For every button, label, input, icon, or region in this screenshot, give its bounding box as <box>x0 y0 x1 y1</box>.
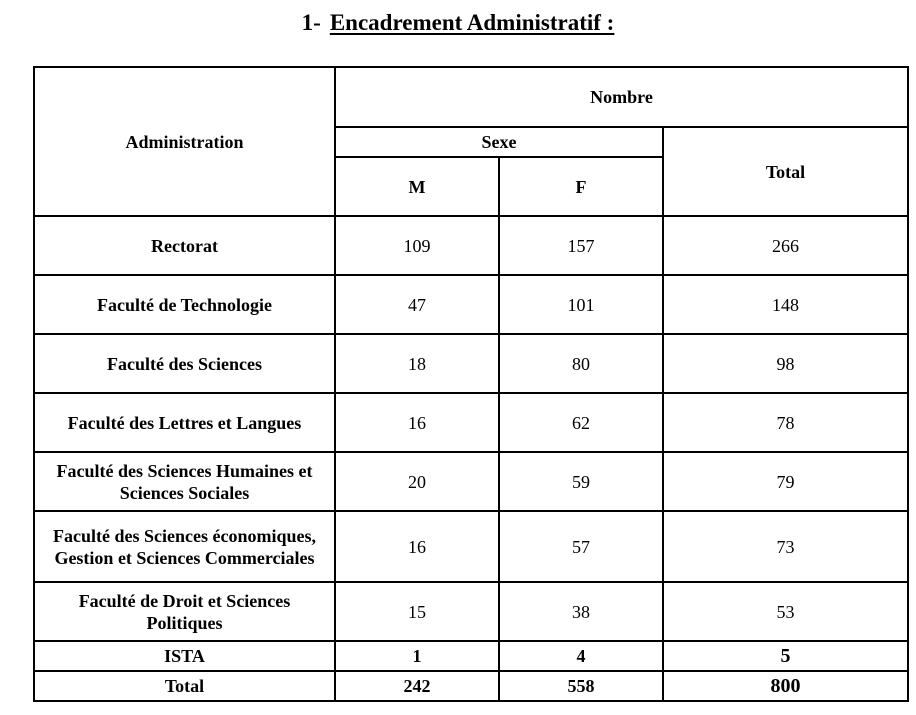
row-m: 47 <box>335 275 499 334</box>
table-row <box>34 275 908 334</box>
total-f: 558 <box>499 671 663 701</box>
total-m: 242 <box>335 671 499 701</box>
row-total: 53 <box>663 582 908 641</box>
row-f: 38 <box>499 582 663 641</box>
row-total: 79 <box>663 452 908 511</box>
total-total: 800 <box>663 671 908 701</box>
row-m: 20 <box>335 452 499 511</box>
table-row <box>34 511 908 582</box>
table-row <box>34 582 908 641</box>
row-m: 16 <box>335 511 499 582</box>
row-m: 109 <box>335 216 499 275</box>
row-f: 57 <box>499 511 663 582</box>
row-f: 59 <box>499 452 663 511</box>
row-f: 101 <box>499 275 663 334</box>
row-name: Faculté de Technologie <box>34 275 335 334</box>
row-m: 15 <box>335 582 499 641</box>
row-name: Faculté de Droit et Sciences Politiques <box>34 582 335 641</box>
row-name: Faculté des Sciences Humaines et Sciences Sociales <box>34 452 335 511</box>
header-f: F <box>499 157 663 216</box>
row-name: Rectorat <box>34 216 335 275</box>
row-total: 98 <box>663 334 908 393</box>
header-administration: Administration <box>34 67 335 216</box>
table-row <box>34 452 908 511</box>
header-m: M <box>335 157 499 216</box>
staff-table <box>33 66 909 702</box>
row-total: 78 <box>663 393 908 452</box>
heading-title: Encadrement Administratif : <box>329 10 615 35</box>
table-row <box>34 334 908 393</box>
row-name: Faculté des Lettres et Langues <box>34 393 335 452</box>
row-f: 80 <box>499 334 663 393</box>
header-sexe: Sexe <box>335 127 663 157</box>
header-total: Total <box>663 127 908 216</box>
header-nombre: Nombre <box>335 67 908 127</box>
row-name: Faculté des Sciences économiques, Gestion et Sciences Commerciales <box>34 511 335 582</box>
row-f: 62 <box>499 393 663 452</box>
row-f: 157 <box>499 216 663 275</box>
row-total: 148 <box>663 275 908 334</box>
row-total: 5 <box>663 641 908 671</box>
row-m: 18 <box>335 334 499 393</box>
heading-number: 1- <box>301 10 321 35</box>
row-total: 73 <box>663 511 908 582</box>
document-heading <box>0 8 916 38</box>
table-row <box>34 393 908 452</box>
row-m: 16 <box>335 393 499 452</box>
total-row <box>34 671 908 701</box>
row-name: Faculté des Sciences <box>34 334 335 393</box>
row-name: ISTA <box>34 641 335 671</box>
total-label: Total <box>34 671 335 701</box>
row-m: 1 <box>335 641 499 671</box>
table-row <box>34 641 908 671</box>
row-f: 4 <box>499 641 663 671</box>
table-row <box>34 216 908 275</box>
row-total: 266 <box>663 216 908 275</box>
